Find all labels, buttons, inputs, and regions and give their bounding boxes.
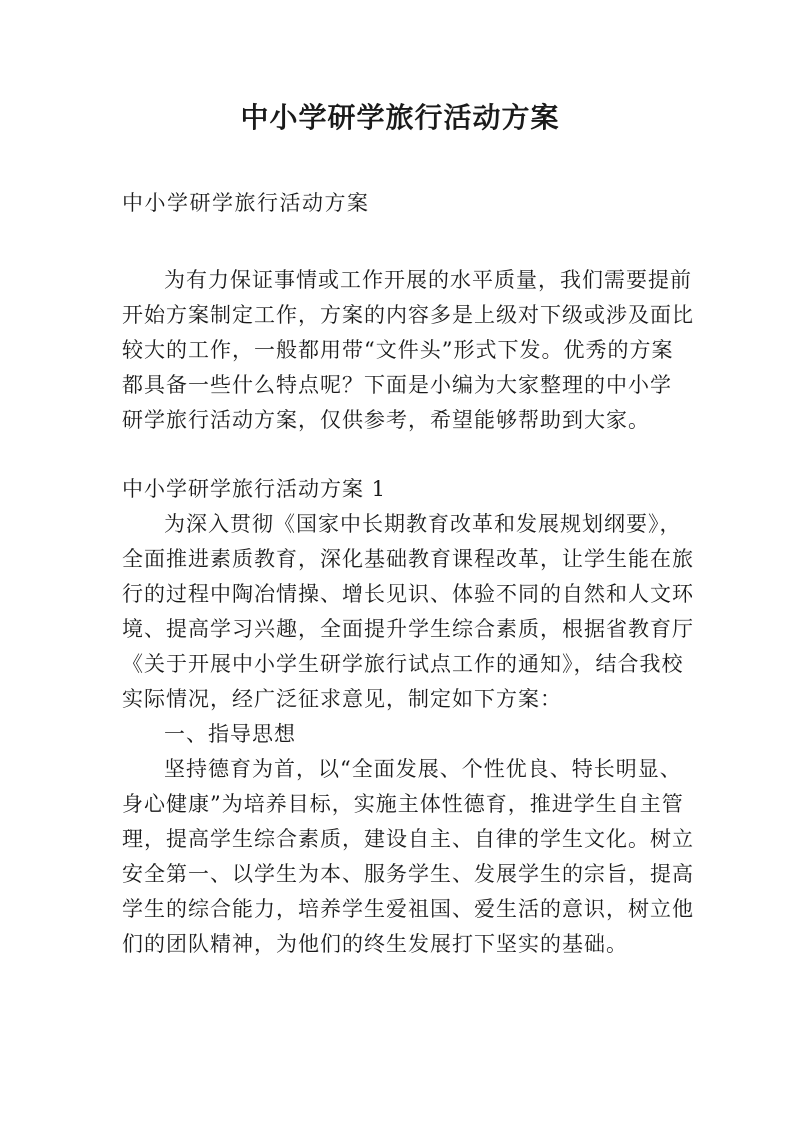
guiding-paragraph	[122, 752, 694, 962]
document-subtitle: 中小学研学旅行活动方案	[122, 191, 370, 215]
intro-line: 研学旅行活动方案，仅供参考，希望能够帮助到大家。	[122, 408, 650, 432]
guiding-heading: 一、指导思想	[164, 722, 296, 746]
guiding-line: 安全第一、以学生为本、服务学生、发展学生的宗旨，提高	[122, 862, 694, 886]
intro-line: 较大的工作，一般都用带“文件头”形式下发。优秀的方案	[122, 338, 674, 362]
intro-line: 都具备一些什么特点呢？下面是小编为大家整理的中小学	[122, 373, 672, 397]
section1-line: 实际情况，经广泛征求意见，制定如下方案：	[122, 687, 562, 711]
section1-line: 行的过程中陶冶情操、增长见识、体验不同的自然和人文环	[122, 582, 694, 606]
section1-line: 境、提高学习兴趣，全面提升学生综合素质，根据省教育厅	[122, 617, 694, 641]
document-title: 中小学研学旅行活动方案	[240, 101, 560, 134]
section1-line: 为深入贯彻《国家中长期教育改革和发展规划纲要》，	[164, 512, 682, 536]
guiding-line: 坚持德育为首，以“全面发展、个性优良、特长明显、	[164, 757, 682, 781]
intro-paragraph	[122, 263, 694, 438]
document-body	[122, 186, 694, 962]
intro-line: 为有力保证事情或工作开展的水平质量，我们需要提前	[164, 268, 692, 292]
section1-heading: 中小学研学旅行活动方案 1	[122, 477, 387, 501]
section1-line: 《关于开展中小学生研学旅行试点工作的通知》，结合我校	[122, 652, 684, 676]
guiding-line: 们的团队精神，为他们的终生发展打下坚实的基础。	[122, 932, 628, 956]
section1-paragraph	[122, 507, 694, 717]
guiding-line: 学生的综合能力，培养学生爱祖国、爱生活的意识，树立他	[122, 897, 694, 921]
section1-line: 全面推进素质教育，深化基础教育课程改革，让学生能在旅	[122, 547, 694, 571]
intro-line: 开始方案制定工作，方案的内容多是上级对下级或涉及面比	[122, 303, 694, 327]
guiding-line: 身心健康”为培养目标，实施主体性德育，推进学生自主管	[122, 792, 684, 816]
guiding-line: 理，提高学生综合素质，建设自主、自律的学生文化。树立	[122, 827, 694, 851]
